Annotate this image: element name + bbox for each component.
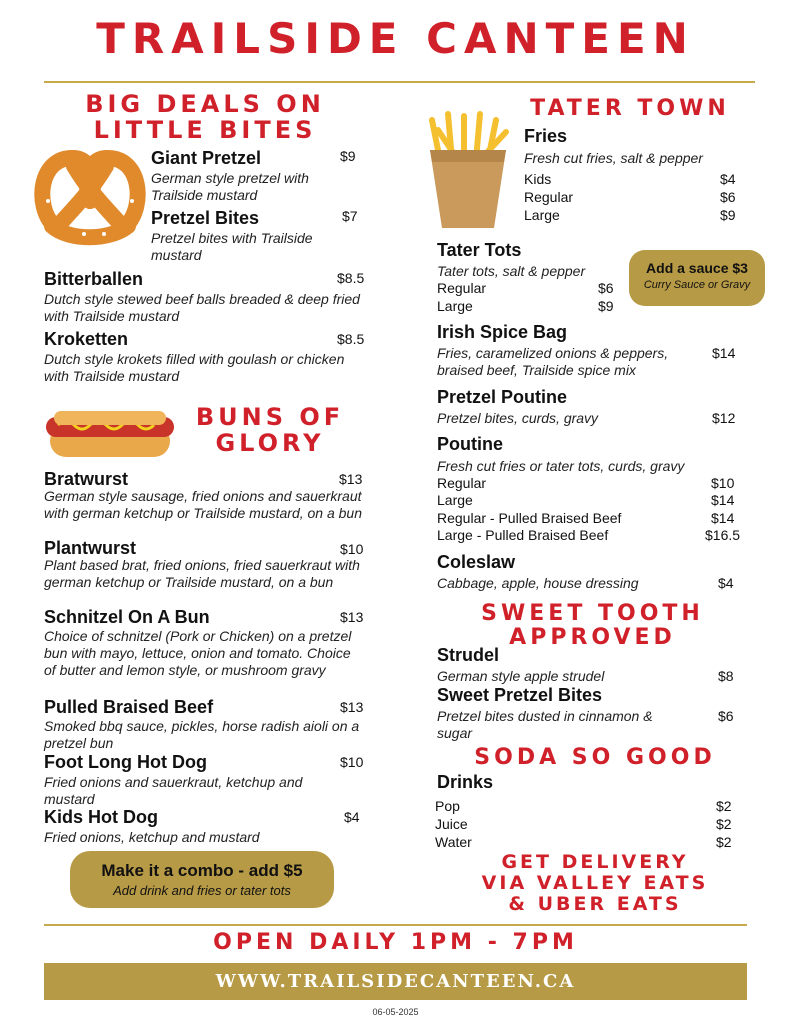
item-desc-pulled-braised-beef: Smoked bbq sauce, pickles, horse radish aioli on a pretzel bun [44,718,360,751]
delivery-note: GET DELIVERY VIA VALLEY EATS & UBER EATS [481,851,709,915]
divider-bottom [44,924,747,926]
size-price: $4 [720,171,736,187]
hot-dog-icon [44,403,176,467]
item-price-giant-pretzel: $9 [340,148,356,164]
section-title-tater-town: TATER TOWN [530,96,730,121]
item-price-kroketten: $8.5 [337,331,365,347]
item-desc-irish-spice-bag: Fries, caramelized onions & peppers, braised beef, Trailside spice mix [437,345,669,378]
drink-label: Pop [435,798,460,814]
size-label: Regular [437,280,487,296]
item-desc-schnitzel: Choice of schnitzel (Pork or Chicken) on a pretzel bun with mayo, lettuce, onion and tomato. Choice of butter and lemon style, or mushroom gravy [44,628,352,678]
size-label: Regular - Pulled Braised Beef [437,510,622,526]
item-name-coleslaw: Coleslaw [437,552,516,572]
item-desc-pretzel-bites: Pretzel bites with Trailside mustard [151,230,313,263]
size-label: Regular [437,475,487,491]
item-price-bratwurst: $13 [339,471,363,487]
section-title-bites: BIG DEALS ON LITTLE BITES [85,90,325,144]
size-price: $16.5 [705,527,741,543]
page-title: TRAILSIDE CANTEEN [96,14,695,63]
item-desc-coleslaw: Cabbage, apple, house dressing [437,575,639,591]
section-title-soda: SODA SO GOOD [474,745,716,770]
drink-label: Juice [435,816,468,832]
size-price: $14 [711,492,735,508]
item-name-kroketten: Kroketten [44,329,129,349]
item-desc-poutine: Fresh cut fries or tater tots, curds, gravy [437,458,685,474]
size-price: $14 [711,510,735,526]
item-desc-kids-hot-dog: Fried onions, ketchup and mustard [44,829,260,845]
date: 06-05-2025 [372,1007,419,1017]
item-desc-fries: Fresh cut fries, salt & pepper [524,150,703,166]
item-desc-foot-long-hot-dog: Fried onions and sauerkraut, ketchup and mustard [44,774,303,807]
item-name-giant-pretzel: Giant Pretzel [151,148,262,168]
sauce-subtitle: Curry Sauce or Gravy [643,279,751,291]
item-name-irish-spice-bag: Irish Spice Bag [437,322,568,342]
item-name-bitterballen: Bitterballen [44,269,144,289]
size-label: Large [437,298,473,314]
item-desc-bratwurst: German style sausage, fried onions and sauerkraut with german ketchup or Trailside mustard, on a bun [44,488,363,521]
item-name-drinks: Drinks [437,772,494,792]
size-label: Large [524,207,560,223]
sauce-title: Add a sauce $3 [646,260,748,276]
item-name-plantwurst: Plantwurst [44,538,137,558]
size-price: $6 [598,280,614,296]
drink-price: $2 [716,834,732,850]
item-price-bitterballen: $8.5 [337,270,365,286]
item-price-kids-hot-dog: $4 [344,809,360,825]
drink-label: Water [435,834,472,850]
combo-subtitle: Add drink and fries or tater tots [113,883,291,898]
item-name-bratwurst: Bratwurst [44,469,129,489]
item-name-tater-tots: Tater Tots [437,240,522,260]
drink-price: $2 [716,798,732,814]
item-price-pretzel-poutine: $12 [712,410,736,426]
size-label: Large - Pulled Braised Beef [437,527,609,543]
size-price: $9 [720,207,736,223]
item-price-schnitzel: $13 [340,609,364,625]
section-title-sweet-tooth: SWEET TOOTH APPROVED [481,601,704,650]
item-desc-giant-pretzel: German style pretzel with Trailside mustard [151,170,309,203]
combo-box [70,851,334,908]
item-price-plantwurst: $10 [340,541,364,557]
fries-icon [420,110,516,230]
item-price-pretzel-bites: $7 [342,208,358,224]
item-desc-tater-tots: Tater tots, salt & pepper [437,263,586,279]
item-price-foot-long-hot-dog: $10 [340,754,364,770]
item-price-coleslaw: $4 [718,575,734,591]
website-link[interactable]: WWW.TRAILSIDECANTEEN.CA [44,963,747,1000]
divider-top [44,81,755,83]
item-name-kids-hot-dog: Kids Hot Dog [44,807,158,827]
item-desc-kroketten: Dutch style krokets filled with goulash or chicken with Trailside mustard [44,351,345,384]
item-desc-strudel: German style apple strudel [437,668,605,684]
item-name-pretzel-poutine: Pretzel Poutine [437,387,568,407]
pretzel-icon [34,146,146,246]
size-price: $10 [711,475,735,491]
item-name-pretzel-bites: Pretzel Bites [151,208,260,228]
item-name-pulled-braised-beef: Pulled Braised Beef [44,697,214,717]
item-desc-sweet-pretzel-bites: Pretzel bites dusted in cinnamon & sugar [437,708,653,741]
size-label: Regular [524,189,574,205]
item-name-schnitzel: Schnitzel On A Bun [44,607,210,627]
combo-title: Make it a combo - add $5 [101,861,303,880]
item-desc-bitterballen: Dutch style stewed beef balls breaded & deep fried with Trailside mustard [44,291,360,324]
sauce-box [629,250,765,306]
drink-price: $2 [716,816,732,832]
size-price: $6 [720,189,736,205]
item-price-sweet-pretzel-bites: $6 [718,708,734,724]
item-desc-pretzel-poutine: Pretzel bites, curds, gravy [437,410,599,426]
size-price: $9 [598,298,614,314]
size-label: Kids [524,171,552,187]
item-price-strudel: $8 [718,668,734,684]
item-name-strudel: Strudel [437,645,500,665]
item-desc-plantwurst: Plant based brat, fried onions, fried sauerkraut with german ketchup or Trailside mustard, on a bun [44,557,360,590]
item-name-foot-long-hot-dog: Foot Long Hot Dog [44,752,207,772]
item-price-irish-spice-bag: $14 [712,345,736,361]
size-label: Large [437,492,473,508]
item-name-sweet-pretzel-bites: Sweet Pretzel Bites [437,685,603,705]
section-title-buns: BUNS OF GLORY [195,403,345,457]
item-name-poutine: Poutine [437,434,503,454]
item-name-fries: Fries [524,126,568,146]
item-price-pulled-braised-beef: $13 [340,699,364,715]
hours: OPEN DAILY 1PM - 7PM [213,930,578,955]
